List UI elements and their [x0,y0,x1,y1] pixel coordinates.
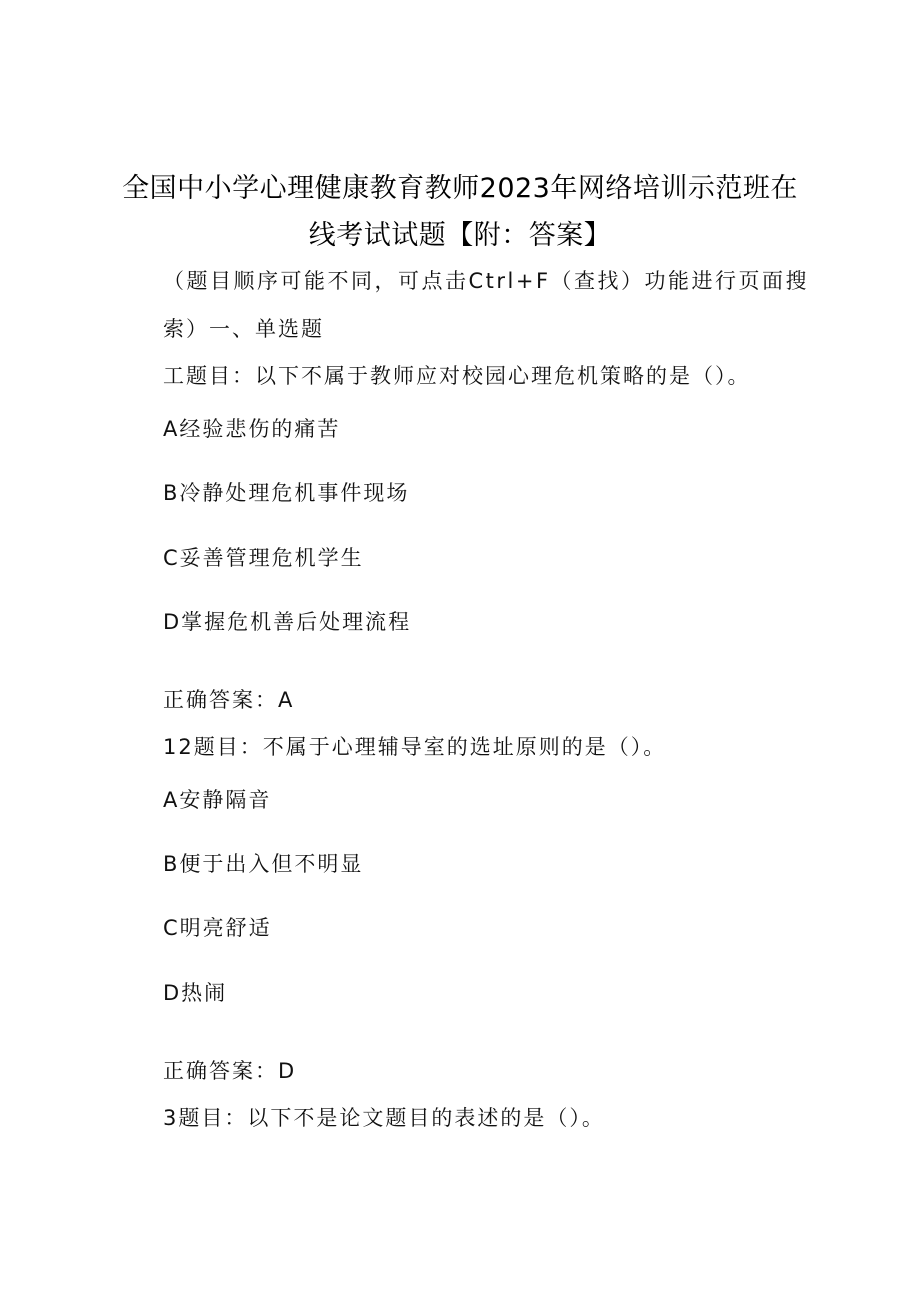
question-1-stem: 工题目：以下不属于教师应对校园心理危机策略的是（）。 [163,364,751,388]
question-2-answer: 正确答案：D [163,1059,297,1083]
question-2-option-b: B便于出入但不明显 [163,852,364,876]
question-1-answer: 正确答案：A [163,688,295,712]
question-1-option-a: A经验悲伤的痛苦 [163,417,341,441]
document-title-line-1: 全国中小学心理健康教育教师2023年网络培训示范班在 [122,173,798,204]
instruction-note-line-1: （题目顺序可能不同，可点击Ctrl+F（查找）功能进行页面搜 [163,269,810,293]
question-2-option-d: D热闹 [163,981,228,1005]
question-3-stem: 3题目：以下不是论文题目的表述的是（）。 [163,1106,605,1130]
question-1-option-b: B冷静处理危机事件现场 [163,481,410,505]
document-title-line-2: 线考试试题【附：答案】 [308,220,612,251]
instruction-note-line-2: 索）一、单选题 [163,317,324,341]
question-1-option-d: D掌握危机善后处理流程 [163,610,412,634]
question-1-option-c: C妥善管理危机学生 [163,546,364,570]
question-2-option-a: A安静隔音 [163,788,272,812]
question-2-stem: 12题目：不属于心理辅导室的选址原则的是（）。 [163,735,667,759]
question-2-option-c: C明亮舒适 [163,916,272,940]
